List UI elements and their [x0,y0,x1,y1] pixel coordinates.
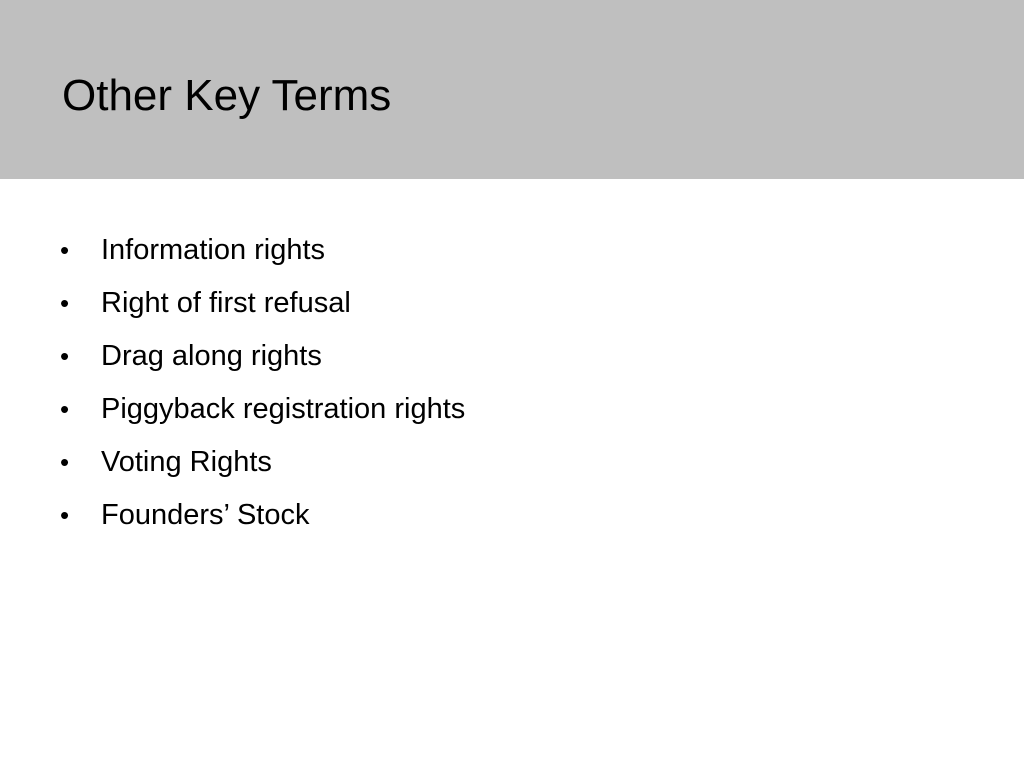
bullet-text: Right of first refusal [101,287,351,319]
bullet-text: Founders’ Stock [101,499,310,531]
bullet-icon: • [60,394,70,424]
bullet-icon: • [60,235,70,265]
slide-title: Other Key Terms [62,71,392,120]
bullet-text: Piggyback registration rights [101,393,466,425]
bullet-text: Drag along rights [101,340,322,372]
bullet-icon: • [60,288,70,318]
bullet-icon: • [60,500,70,530]
bullet-text: Voting Rights [101,446,272,478]
title-band [0,0,1024,179]
bullet-icon: • [60,447,70,477]
bullet-text: Information rights [101,234,326,266]
bullet-icon: • [60,341,70,371]
